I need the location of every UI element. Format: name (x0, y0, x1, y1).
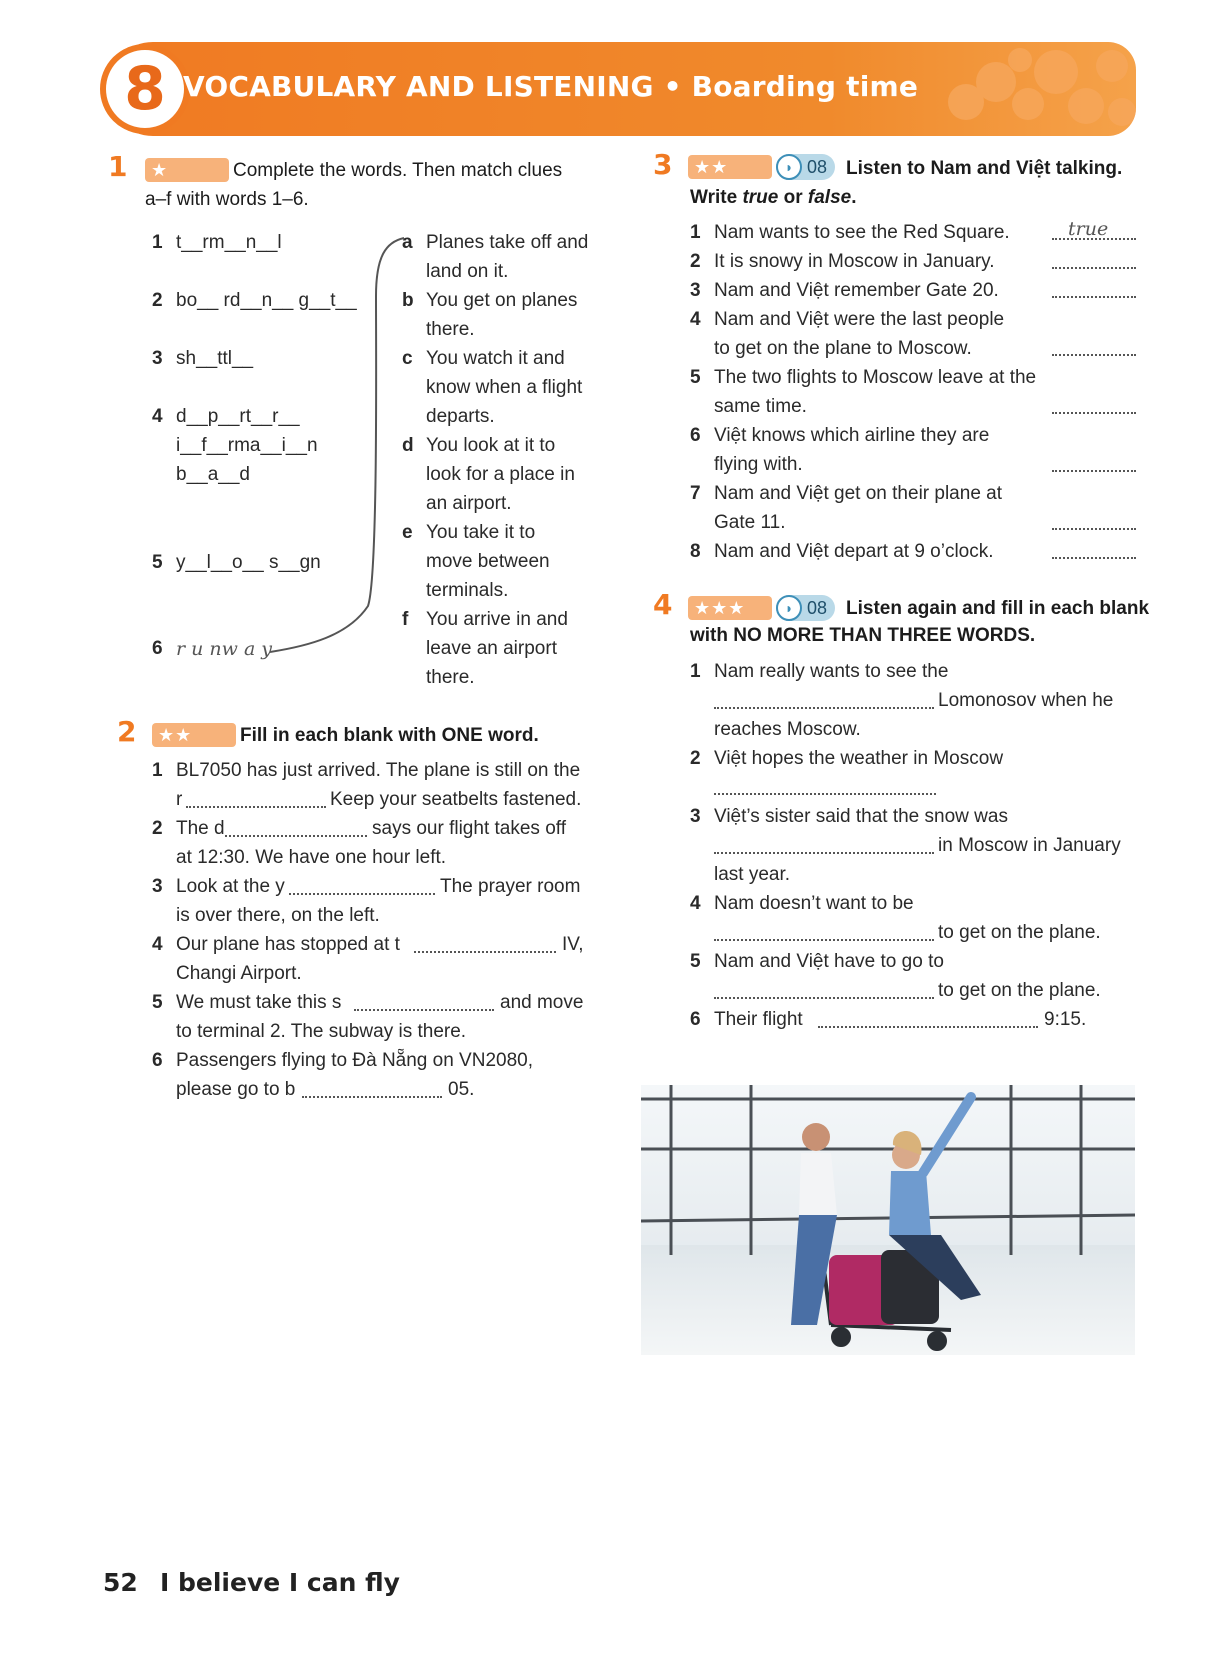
audio-track-badge[interactable] (776, 154, 835, 180)
exercise-3-stars: ★★ (688, 155, 772, 179)
page-number: 52 (103, 1568, 138, 1597)
exercise-2-stars: ★★ (152, 723, 236, 747)
clue-f-line-2: leave an airport (426, 638, 557, 659)
clue-letter: a (402, 232, 413, 253)
answer-blank[interactable] (714, 852, 934, 854)
ex2-item-1-suffix: Keep your seatbelts fastened. (330, 789, 582, 810)
decorative-bubbles (936, 42, 1136, 136)
ex2-item-3-line-2: is over there, on the left. (176, 905, 380, 926)
ex3-item-4-line-2: to get on the plane to Moscow. (714, 338, 972, 359)
answer-blank[interactable] (225, 835, 367, 837)
ex2-item-3-suffix: The prayer room (440, 876, 581, 897)
ex2-item-2-prefix: The d (176, 818, 225, 839)
word-number: 5 (152, 552, 163, 573)
clue-a-line-2: land on it. (426, 261, 509, 282)
exercise-4-number: 4 (653, 588, 673, 621)
ex4-item-1-line-1: Nam really wants to see the (714, 661, 949, 682)
ex3-item-6-line-1: Việt knows which airline they are (714, 425, 990, 446)
answer-blank[interactable] (1052, 412, 1136, 414)
word-number: 1 (152, 232, 163, 253)
clue-c-line-3: departs. (426, 406, 495, 427)
ex3-item-5-line-2: same time. (714, 396, 807, 417)
ex2-item-5-prefix: We must take this s (176, 992, 342, 1013)
exercise-3-instruction: Listen to Nam and Việt talking. (846, 158, 1123, 179)
item-number: 3 (152, 876, 163, 897)
title-separator: • (663, 70, 682, 103)
answer-blank[interactable] (818, 1026, 1038, 1028)
item-number: 6 (690, 425, 701, 446)
ex4-item-3-line-1: Việt’s sister said that the snow was (714, 806, 1008, 827)
ex3-item-8: Nam and Việt depart at 9 o’clock. (714, 541, 994, 562)
answer-blank[interactable] (714, 997, 934, 999)
word-number: 6 (152, 638, 163, 659)
ex3-item-6-line-2: flying with. (714, 454, 803, 475)
ex2-item-2-line-2: at 12:30. We have one hour left. (176, 847, 447, 868)
unit-number-badge (100, 44, 190, 134)
exercise-1-instruction: Complete the words. Then match clues (233, 160, 563, 181)
ex2-item-4-suffix: IV, (562, 934, 584, 955)
answer-blank[interactable] (714, 793, 936, 795)
exercise-1-instruction-2: a–f with words 1–6. (145, 189, 309, 210)
ex2-item-4-line-2: Changi Airport. (176, 963, 302, 984)
answer-blank[interactable] (186, 806, 326, 808)
ex2-item-4-prefix: Our plane has stopped at t (176, 934, 400, 955)
ex4-item-5-line-1: Nam and Việt have to go to (714, 951, 944, 972)
item-number: 3 (690, 280, 701, 301)
item-number: 6 (152, 1050, 163, 1071)
answer-blank[interactable] (1052, 470, 1136, 472)
clue-c-line-1: You watch it and (426, 348, 565, 369)
word-number: 4 (152, 406, 163, 427)
answer-blank[interactable] (1052, 354, 1136, 356)
exercise-1-number: 1 (108, 150, 128, 183)
ex3-item-5-line-1: The two flights to Moscow leave at the (714, 367, 1037, 388)
ex2-item-6-suffix: 05. (448, 1079, 475, 1100)
word-2: bo__ rd__n__ g__t__ (176, 290, 357, 311)
audio-track-badge[interactable] (776, 595, 835, 621)
item-number: 4 (690, 893, 701, 914)
ex4-item-3-suffix: in Moscow in January (938, 835, 1121, 856)
item-number: 1 (152, 760, 163, 781)
ex4-item-6-prefix: Their flight (714, 1009, 803, 1030)
ex3-item-4-line-1: Nam and Việt were the last people (714, 309, 1005, 330)
ex2-item-1-prefix: r (176, 789, 183, 810)
exercise-1-stars: ★ (145, 158, 229, 182)
answer-blank[interactable] (1052, 557, 1136, 559)
unit-number: 8 (124, 54, 166, 124)
word-1: t__rm__n__l (176, 232, 282, 253)
word-4-line-1: d__p__rt__r__ (176, 406, 300, 427)
airport-photo (641, 1085, 1135, 1355)
ex2-item-6-line-1: Passengers flying to Đà Nẵng on VN2080, (176, 1050, 533, 1071)
matching-line (268, 236, 408, 656)
section-subtitle: Boarding time (691, 70, 919, 103)
ex4-item-2-line-1: Việt hopes the weather in Moscow (714, 748, 1004, 769)
word-number: 2 (152, 290, 163, 311)
ex4-item-3-line-3: last year. (714, 864, 791, 885)
item-number: 5 (152, 992, 163, 1013)
ex3-item-2: It is snowy in Moscow in January. (714, 251, 995, 272)
exercise-2-instruction: Fill in each blank with ONE word. (240, 725, 539, 746)
item-number: 7 (690, 483, 701, 504)
ex2-item-5-suffix: and move (500, 992, 584, 1013)
clue-letter: d (402, 435, 414, 456)
word-4-line-3: b__a__d (176, 464, 250, 485)
clue-e-line-1: You take it to (426, 522, 536, 543)
clue-e-line-2: move between (426, 551, 550, 572)
word-4-line-2: i__f__rma__i__n (176, 435, 318, 456)
ex2-item-2-suffix: says our flight takes off (372, 818, 566, 839)
ex4-item-1-line-3: reaches Moscow. (714, 719, 861, 740)
clue-letter: f (402, 609, 409, 630)
ex3-item-3: Nam and Việt remember Gate 20. (714, 280, 999, 301)
item-number: 3 (690, 806, 701, 827)
example-answer: true (1068, 218, 1109, 240)
ex4-item-4-line-1: Nam doesn’t want to be (714, 893, 914, 914)
clue-d-line-2: look for a place in (426, 464, 575, 485)
answer-blank[interactable] (1052, 267, 1136, 269)
clue-e-line-3: terminals. (426, 580, 509, 601)
clue-letter: e (402, 522, 413, 543)
exercise-4-stars: ★★★ (688, 596, 772, 620)
item-number: 1 (690, 222, 701, 243)
audio-track-number: 08 (807, 156, 828, 177)
audio-icon: ◗ (776, 595, 802, 621)
answer-blank[interactable] (714, 707, 934, 709)
ex4-item-6-suffix: 9:15. (1044, 1009, 1087, 1030)
item-number: 5 (690, 367, 701, 388)
item-number: 2 (690, 251, 701, 272)
ex2-item-1-line-1: BL7050 has just arrived. The plane is still on the (176, 760, 581, 781)
clue-letter: b (402, 290, 414, 311)
item-number: 8 (690, 541, 701, 562)
clue-f-line-1: You arrive in and (426, 609, 568, 630)
answer-blank[interactable] (414, 951, 556, 953)
clue-d-line-1: You look at it to (426, 435, 556, 456)
audio-icon: ◗ (776, 154, 802, 180)
clue-letter: c (402, 348, 413, 369)
ex3-item-7-line-2: Gate 11. (714, 512, 786, 533)
clue-d-line-3: an airport. (426, 493, 512, 514)
exercise-4-instruction-2: with NO MORE THAN THREE WORDS. (690, 625, 1036, 646)
ex3-item-1: Nam wants to see the Red Square. (714, 222, 1010, 243)
exercise-3-instruction-2: Write true or false. (690, 187, 857, 208)
clue-f-line-3: there. (426, 667, 475, 688)
word-5: y__l__o__ s__gn (176, 552, 321, 573)
exercise-4-instruction: Listen again and fill in each blank (846, 598, 1150, 619)
answer-blank[interactable] (354, 1009, 494, 1011)
clue-c-line-2: know when a flight (426, 377, 583, 398)
item-number: 5 (690, 951, 701, 972)
exercise-3-number: 3 (653, 148, 673, 181)
item-number: 2 (152, 818, 163, 839)
ex2-item-5-line-2: to terminal 2. The subway is there. (176, 1021, 467, 1042)
word-number: 3 (152, 348, 163, 369)
word-6-example-answer: r u nw a y (176, 638, 273, 660)
ex3-item-7-line-1: Nam and Việt get on their plane at (714, 483, 1003, 504)
audio-track-number: 08 (807, 597, 828, 618)
item-number: 4 (152, 934, 163, 955)
clue-b-line-1: You get on planes (426, 290, 578, 311)
ex4-item-4-suffix: to get on the plane. (938, 922, 1101, 943)
ex4-item-1-suffix: Lomonosov when he (938, 690, 1114, 711)
exercise-2-number: 2 (117, 715, 137, 748)
answer-blank[interactable] (1052, 528, 1136, 530)
item-number: 1 (690, 661, 701, 682)
ex2-item-6-prefix: please go to b (176, 1079, 296, 1100)
page-title (183, 70, 918, 103)
ex2-item-3-prefix: Look at the y (176, 876, 285, 897)
item-number: 6 (690, 1009, 701, 1030)
item-number: 4 (690, 309, 701, 330)
ex4-item-5-suffix: to get on the plane. (938, 980, 1101, 1001)
answer-blank[interactable] (302, 1096, 442, 1098)
answer-blank[interactable] (1052, 296, 1136, 298)
unit-title: I believe I can fly (160, 1568, 400, 1597)
answer-blank[interactable] (714, 939, 934, 941)
clue-a-line-1: Planes take off and (426, 232, 589, 253)
clue-b-line-2: there. (426, 319, 475, 340)
item-number: 2 (690, 748, 701, 769)
section-title: VOCABULARY AND LISTENING (183, 70, 654, 103)
answer-blank[interactable] (289, 893, 435, 895)
airport-couple-illustration (641, 1085, 1135, 1355)
word-3: sh__ttl__ (176, 348, 254, 369)
